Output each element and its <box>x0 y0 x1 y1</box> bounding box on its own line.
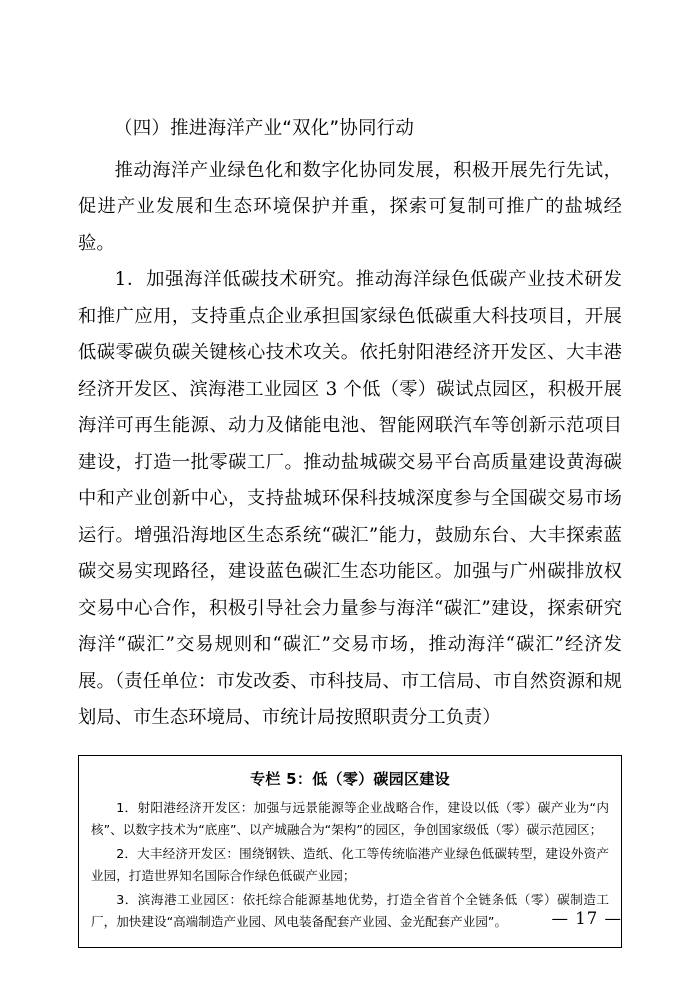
callout-box <box>78 755 622 948</box>
callout-item: 1．射阳港经济开发区：加强与远景能源等企业战略合作，建设以低（零）碳产业为“内核”、以数字技术为“底座”、以产城融合为“架构”的园区，争创国家级低（零）碳示范园区； <box>91 799 609 837</box>
callout-item: 2．大丰经济开发区：围绕钢铁、造纸、化工等传统临港产业绿色低碳转型，建设外资产业园，打造世界知名国际合作绿色低碳产业园； <box>91 845 609 883</box>
callout-title: 专栏 5：低（零）碳园区建设 <box>250 769 450 788</box>
paragraph-intro: 推动海洋产业绿色化和数字化协同发展，积极开展先行先试，促进产业发展和生态环境保护并重，探索可复制可推广的盐城经验。 <box>78 159 622 254</box>
paragraph-item-1: 1．加强海洋低碳技术研究。推动海洋绿色低碳产业技术研发和推广应用，支持重点企业承担国家绿色低碳重大科技项目，开展低碳零碳负碳关键核心技术攻关。依托射阳港经济开发区、大丰港经济开发区、滨海港工业园区 3 个低（零）碳试点园区，积极开展海洋可再生能源、动力及储能电池、智能网联汽车等创新示范项目建设，打造一批零碳工厂。推动盐城碳交易平台高质量建设黄海碳中和产业创新中心，支持盐城环保科技城深度参与全国碳交易市场运行。增强沿海地区生态系统“碳汇”能力，鼓励东台、大丰探索蓝碳交易实现路径，建设蓝色碳汇生态功能区。加强与广州碳排放权交易中心合作，积极引导社会力量参与海洋“碳汇”建设，探索研究海洋“碳汇”交易规则和“碳汇”交易市场，推动海洋“碳汇”经济发展。（责任单位：市发改委、市科技局、市工信局、市自然资源和规划局、市生态环境局、市统计局按照职责分工负责） <box>78 269 622 729</box>
callout-item: 3．滨海港工业园区：依托综合能源基地优势，打造全省首个全链条低（零）碳制造工厂，加快建设“高端制造产业园、风电装备配套产业园、金光配套产业园”。 <box>91 891 609 929</box>
section-heading: （四）推进海洋产业“双化”协同行动 <box>114 118 415 139</box>
page-number: — 17 — <box>551 909 622 928</box>
